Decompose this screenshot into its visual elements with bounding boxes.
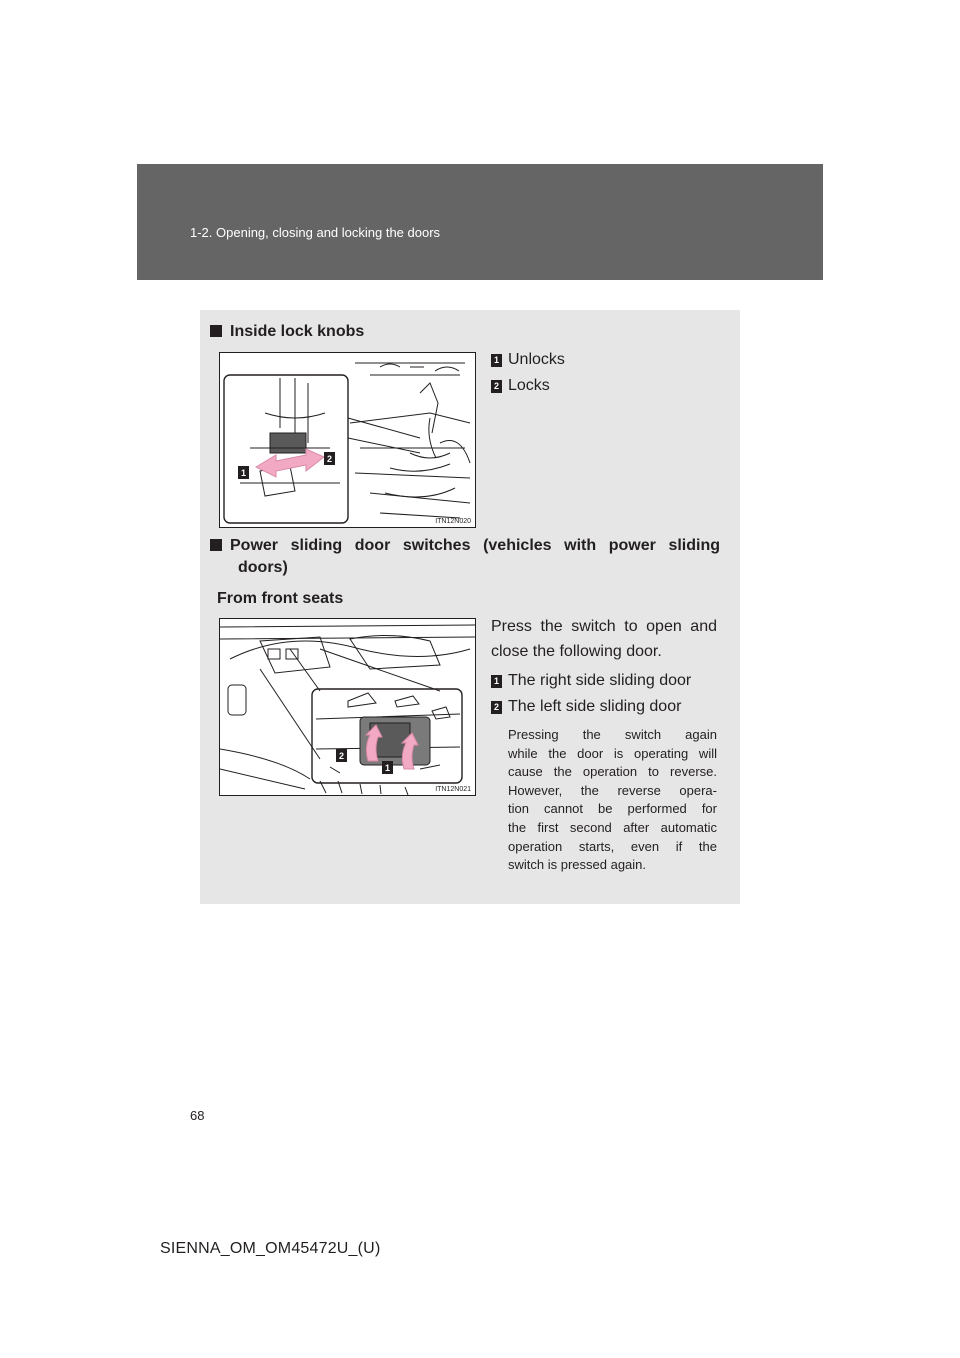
switch-illustration (219, 618, 476, 796)
note-line: the first second after automatic (508, 820, 717, 835)
inside-lock-illustration (219, 352, 476, 528)
note-line: tion cannot be performed for (508, 801, 717, 817)
number-badge: 1 (491, 354, 502, 367)
list-item: 2 Locks (491, 376, 550, 396)
note-line: Pressing the switch again (508, 727, 717, 742)
content-panel (200, 310, 740, 904)
list-item: 1 The right side sliding door (491, 671, 691, 691)
svg-text:1: 1 (240, 468, 247, 478)
intro-text-line1: Press the switch to open and (491, 618, 717, 635)
figure-code: ITN12N021 (435, 786, 471, 793)
document-footer-code: SIENNA_OM_OM45472U_(U) (160, 1240, 381, 1257)
bullet-square-icon (210, 539, 222, 551)
number-badge: 2 (491, 380, 502, 393)
power-sliding-heading: Power sliding door switches (vehicles with power sliding (210, 535, 720, 557)
list-item: 2 The left side sliding door (491, 697, 681, 717)
number-badge: 1 (491, 675, 502, 688)
note-line: switch is pressed again. (508, 857, 647, 873)
subheading: From front seats (217, 590, 344, 607)
svg-text:2: 2 (338, 751, 345, 761)
note-line: operation starts, even if the (508, 838, 717, 854)
svg-text:1: 1 (384, 763, 391, 773)
note-line: while the door is operating will (508, 745, 717, 761)
chapter-header-bar (137, 164, 823, 280)
note-line: However, the reverse opera- (508, 782, 717, 798)
section-title: 1-2. Opening, closing and locking the doors (190, 225, 441, 240)
power-sliding-heading-cont: doors) (238, 559, 288, 576)
note-line: cause the operation to reverse. (508, 764, 717, 780)
list-item: 1 Unlocks (491, 350, 565, 370)
svg-text:2: 2 (326, 454, 333, 464)
bullet-square-icon (210, 325, 222, 337)
page-number: 68 (190, 1108, 205, 1123)
number-badge: 2 (491, 701, 502, 714)
intro-text-line2: close the following door. (491, 643, 662, 660)
figure-code: ITN12N020 (435, 518, 471, 525)
inside-lock-heading: Inside lock knobs (210, 321, 364, 343)
